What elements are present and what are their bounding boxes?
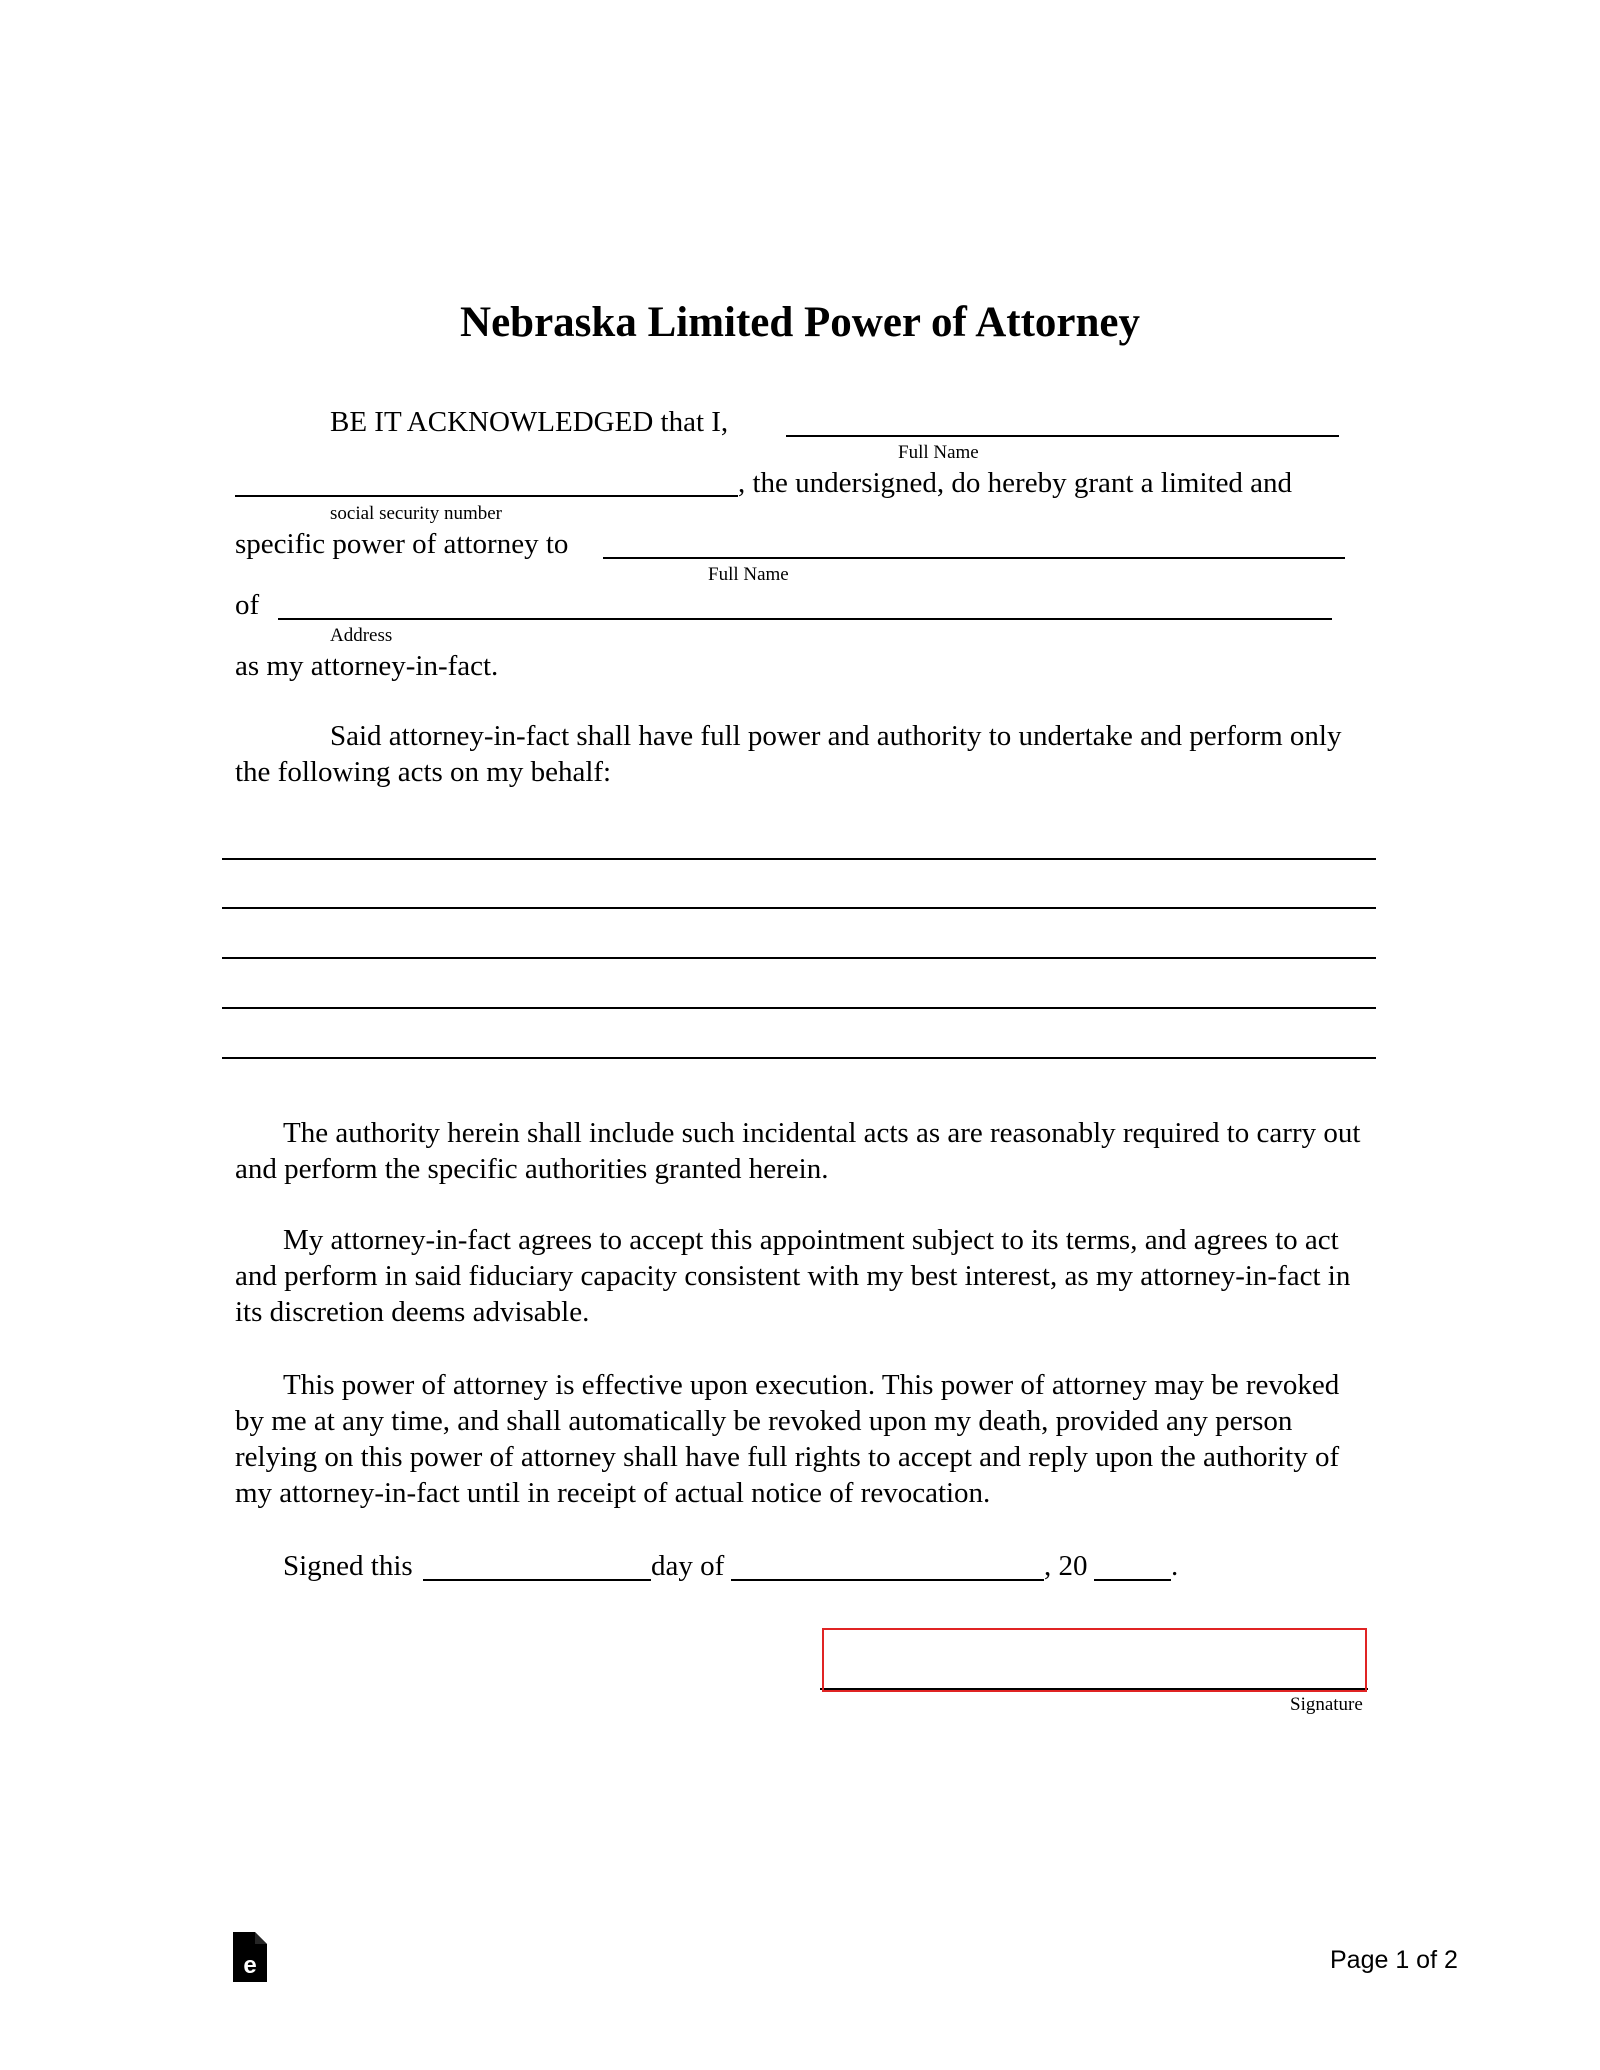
effective-paragraph: This power of attorney is effective upon execution. This power of attorney may be revoked by me at any time, and shall automatically be revoked upon my death, provided any person relying on this power of attorney shall have full rights to accept and reply upon the authority of my attorney-in-fact until in receipt of actual notice of revocation. — [235, 1369, 1340, 1509]
grantor-name-label: Full Name — [898, 442, 979, 463]
acts-line[interactable] — [222, 957, 1376, 959]
svg-text:e: e — [243, 1952, 257, 1979]
signed-period: . — [1171, 1550, 1179, 1582]
acts-paragraph: Said attorney-in-fact shall have full power and authority to undertake and perform only the following acts on my behalf: — [235, 720, 1342, 788]
address-label: Address — [330, 625, 393, 646]
grant-text: , the undersigned, do hereby grant a limited and — [738, 467, 1293, 499]
power-to-text: specific power of attorney to — [235, 528, 569, 560]
eforms-logo-icon — [233, 1932, 267, 1982]
attorney-in-fact-text: as my attorney-in-fact. — [235, 650, 499, 682]
day-of-text: day of — [651, 1550, 725, 1582]
acts-line[interactable] — [222, 858, 1376, 860]
year-prefix-text: , 20 — [1044, 1550, 1088, 1582]
signature-field[interactable] — [822, 1628, 1367, 1692]
attorney-address-field[interactable] — [278, 618, 1332, 620]
acknowledge-text: BE IT ACKNOWLEDGED that I, — [330, 406, 729, 438]
acts-line[interactable] — [222, 1007, 1376, 1009]
signed-this-text: Signed this — [283, 1550, 413, 1582]
signed-day-field[interactable] — [423, 1579, 651, 1581]
acts-line[interactable] — [222, 1057, 1376, 1059]
signed-month-field[interactable] — [731, 1579, 1044, 1581]
of-text: of — [235, 589, 260, 621]
ssn-label: social security number — [330, 503, 503, 524]
signed-year-field[interactable] — [1094, 1579, 1171, 1581]
document-title: Nebraska Limited Power of Attorney — [460, 299, 1140, 346]
incidental-paragraph: The authority herein shall include such incidental acts as are reasonably required to carry out and perform the specific authorities granted herein. — [235, 1117, 1361, 1185]
grantor-name-field[interactable] — [786, 435, 1339, 437]
acts-line[interactable] — [222, 907, 1376, 909]
attorney-name-field[interactable] — [603, 557, 1345, 559]
page-number: Page 1 of 2 — [1330, 1946, 1458, 1974]
accept-paragraph: My attorney-in-fact agrees to accept this appointment subject to its terms, and agrees to act and perform in said fiduciary capacity consistent with my best interest, as my attorney-in-fact in its discretion deems advisable. — [235, 1224, 1351, 1328]
attorney-name-label: Full Name — [708, 564, 789, 585]
ssn-field[interactable] — [235, 495, 738, 497]
signature-label: Signature — [1290, 1694, 1363, 1715]
